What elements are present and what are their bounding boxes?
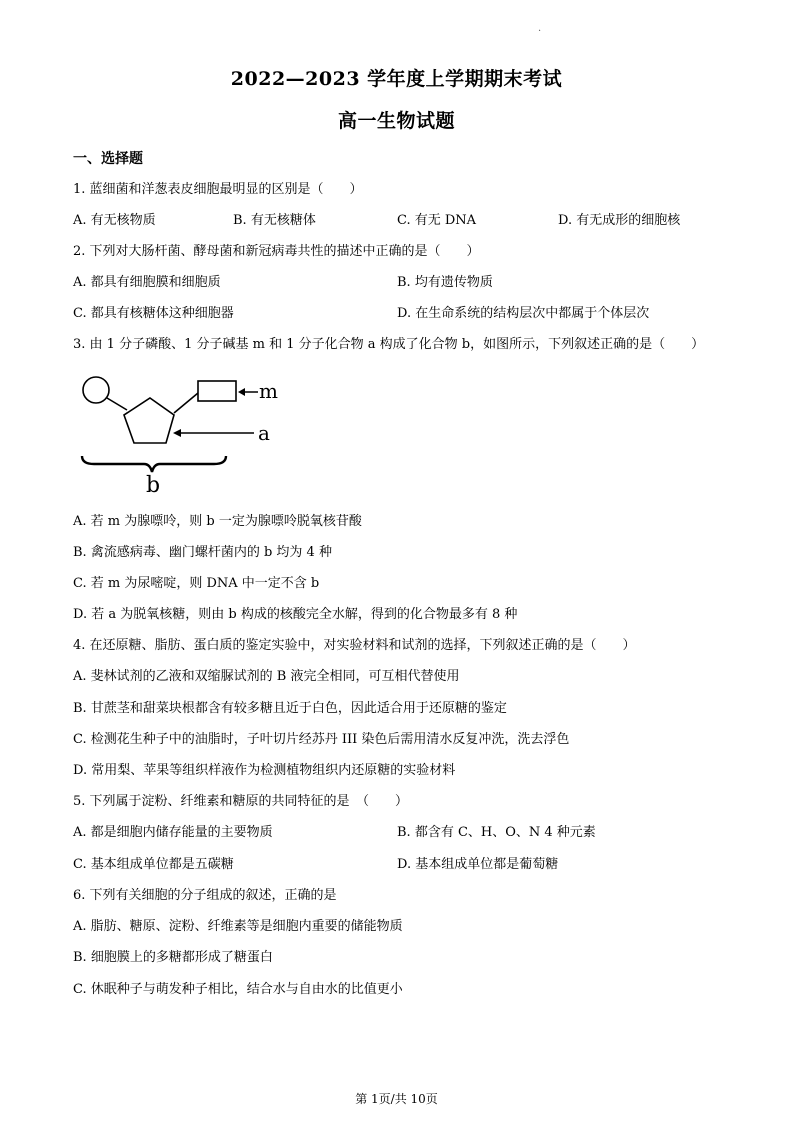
arrow-m-head [238, 388, 245, 396]
q1-option-c: C. 有无 DNA [397, 213, 477, 228]
nucleotide-diagram [72, 368, 302, 498]
q3-option-b: B. 禽流感病毒、幽门螺杆菌内的 b 均为 4 种 [73, 545, 332, 560]
q4-option-c: C. 检测花生种子中的油脂时，子叶切片经苏丹 III 染色后需用清水反复冲洗，洗去浮色 [73, 732, 570, 747]
q3-option-d: D. 若 a 为脱氧核糖，则由 b 构成的核酸完全水解，得到的化合物最多有 8 种 [73, 607, 518, 622]
q6-option-a: A. 脂肪、糖原、淀粉、纤维素等是细胞内重要的储能物质 [73, 919, 403, 934]
q6-stem: 6. 下列有关细胞的分子组成的叙述，正确的是 [73, 888, 337, 903]
q3-option-a: A. 若 m 为腺嘌呤，则 b 一定为腺嘌呤脱氧核苷酸 [73, 514, 362, 529]
q2-stem: 2. 下列对大肠杆菌、酵母菌和新冠病毒共性的描述中正确的是（ ） [73, 244, 480, 259]
q1-stem: 1. 蓝细菌和洋葱表皮细胞最明显的区别是（ ） [73, 182, 363, 197]
corner-dot: · [538, 26, 542, 37]
q4-stem: 4. 在还原糖、脂肪、蛋白质的鉴定实验中，对实验材料和试剂的选择，下列叙述正确的是（ ） [73, 638, 636, 653]
base-bond [174, 393, 198, 413]
page-footer: 第 1页/共 10页 [355, 1092, 438, 1106]
exam-subtitle: 高一生物试题 [337, 110, 455, 132]
q6-option-c: C. 休眠种子与萌发种子相比，结合水与自由水的比值更小 [73, 982, 403, 997]
q5-option-a: A. 都是细胞内储存能量的主要物质 [73, 825, 273, 840]
q3-option-c: C. 若 m 为尿嘧啶，则 DNA 中一定不含 b [73, 576, 320, 591]
q1-option-b: B. 有无核糖体 [233, 213, 316, 228]
q6-option-b: B. 细胞膜上的多糖都形成了糖蛋白 [73, 950, 273, 965]
exam-title: 2022—2023 学年度上学期期末考试 [230, 68, 563, 90]
q2-option-c: C. 都具有核糖体这种细胞器 [73, 306, 234, 321]
q5-option-d: D. 基本组成单位都是葡萄糖 [397, 857, 559, 872]
label-b: b [146, 473, 161, 498]
q3-stem: 3. 由 1 分子磷酸、1 分子碱基 m 和 1 分子化合物 a 构成了化合物 b，如图所示，下列叙述正确的是（ ） [73, 337, 705, 352]
q5-stem: 5. 下列属于淀粉、纤维素和糖原的共同特征的是 （ ） [73, 794, 409, 809]
section-heading: 一、选择题 [73, 151, 143, 167]
pentose-pentagon [124, 398, 174, 443]
brace-b [82, 456, 226, 472]
arrow-a-head [173, 429, 181, 437]
q1-option-a: A. 有无核物质 [73, 213, 156, 228]
q4-option-a: A. 斐林试剂的乙液和双缩脲试剂的 B 液完全相同，可互相代替使用 [73, 669, 460, 684]
phosphate-circle [83, 377, 109, 403]
q2-option-d: D. 在生命系统的结构层次中都属于个体层次 [397, 306, 650, 321]
phosphate-bond [107, 398, 127, 410]
q1-option-d: D. 有无成形的细胞核 [558, 213, 681, 228]
label-a: a [258, 421, 270, 445]
q2-option-b: B. 均有遗传物质 [397, 275, 493, 290]
base-rectangle [198, 381, 236, 401]
q4-option-d: D. 常用梨、苹果等组织样液作为检测植物组织内还原糖的实验材料 [73, 763, 456, 778]
q4-option-b: B. 甘蔗茎和甜菜块根都含有较多糖且近于白色，因此适合用于还原糖的鉴定 [73, 701, 507, 716]
q2-option-a: A. 都具有细胞膜和细胞质 [73, 275, 221, 290]
q5-option-b: B. 都含有 C、H、O、N 4 种元素 [397, 825, 596, 840]
q5-option-c: C. 基本组成单位都是五碳糖 [73, 857, 234, 872]
label-m: m [259, 379, 278, 403]
